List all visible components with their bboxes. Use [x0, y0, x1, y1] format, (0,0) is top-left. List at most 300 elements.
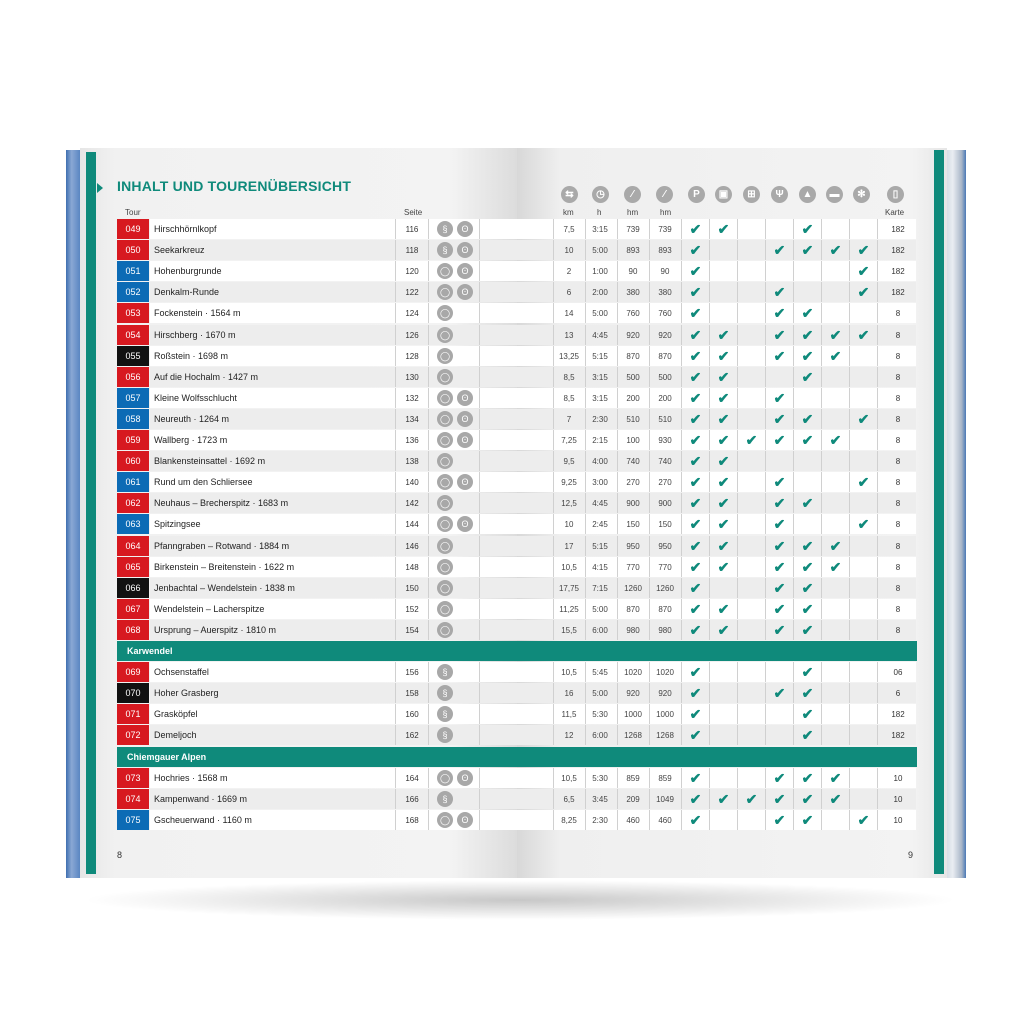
table-row-continued — [517, 409, 917, 430]
column-divider — [617, 367, 618, 387]
header-karte: Karte — [885, 208, 905, 217]
column-divider — [617, 472, 618, 492]
page-reference: 134 — [395, 409, 429, 429]
column-divider — [553, 620, 554, 640]
circle-icon: ◯ — [437, 580, 453, 596]
column-divider — [617, 683, 618, 703]
column-divider — [479, 704, 480, 724]
table-row — [117, 557, 517, 578]
bear-icon: ʘ — [457, 516, 473, 532]
map-reference: 8 — [895, 393, 901, 403]
column-divider — [585, 599, 586, 619]
column-divider — [649, 578, 650, 598]
hut-icon: ▲ — [799, 186, 816, 203]
column-divider — [821, 219, 822, 239]
check-icon: ✔ — [773, 304, 786, 321]
column-divider — [585, 557, 586, 577]
check-icon: ✔ — [689, 790, 702, 807]
page-reference: 150 — [395, 578, 429, 598]
parking-icon: P — [688, 186, 705, 203]
column-divider — [479, 557, 480, 577]
column-divider — [821, 472, 822, 492]
bear-icon: ʘ — [457, 390, 473, 406]
tour-name: Wallberg · 1723 m — [154, 435, 228, 445]
check-icon: ✔ — [717, 537, 730, 554]
check-icon: ✔ — [717, 452, 730, 469]
column-divider — [737, 662, 738, 682]
column-divider — [649, 620, 650, 640]
table-row-continued — [517, 240, 917, 261]
bear-icon: ʘ — [457, 770, 473, 786]
value-h: 3:45 — [592, 794, 608, 804]
check-icon: ✔ — [689, 220, 702, 237]
column-divider — [479, 430, 480, 450]
page-reference: 130 — [395, 367, 429, 387]
header-hm-up: hm — [627, 208, 639, 217]
check-icon: ✔ — [689, 494, 702, 511]
column-divider — [553, 578, 554, 598]
check-icon: ✔ — [773, 684, 786, 701]
bear-icon: ʘ — [457, 474, 473, 490]
column-divider — [617, 430, 618, 450]
column-divider — [737, 704, 738, 724]
value-h: 5:15 — [592, 541, 608, 551]
column-divider — [877, 599, 878, 619]
value-km: 15,5 — [561, 625, 577, 635]
column-divider — [553, 725, 554, 745]
column-divider — [479, 451, 480, 471]
column-divider — [649, 472, 650, 492]
column-divider — [585, 451, 586, 471]
column-divider — [877, 451, 878, 471]
column-divider — [649, 789, 650, 809]
check-icon: ✔ — [717, 790, 730, 807]
page-title: INHALT UND TOURENÜBERSICHT — [117, 178, 352, 194]
check-icon: ✔ — [829, 558, 842, 575]
column-divider — [553, 493, 554, 513]
value-km: 8,25 — [561, 815, 577, 825]
check-icon: ✔ — [717, 494, 730, 511]
column-divider — [849, 599, 850, 619]
column-divider — [793, 388, 794, 408]
value-h: 5:30 — [592, 773, 608, 783]
table-row-continued — [517, 599, 917, 620]
tour-number-badge: 058 — [117, 409, 149, 429]
value-hm-down: 739 — [658, 224, 672, 234]
check-icon: ✔ — [689, 600, 702, 617]
table-row — [117, 303, 517, 324]
table-row — [117, 240, 517, 261]
page-reference: 144 — [395, 514, 429, 534]
column-divider — [553, 557, 554, 577]
map-reference: 8 — [895, 498, 901, 508]
column-divider — [709, 578, 710, 598]
column-divider — [585, 578, 586, 598]
column-divider — [877, 704, 878, 724]
book-shadow — [80, 880, 960, 920]
column-divider — [553, 303, 554, 323]
column-divider — [479, 768, 480, 788]
value-hm-down: 893 — [658, 245, 672, 255]
circle-icon: ◯ — [437, 559, 453, 575]
column-divider — [585, 704, 586, 724]
check-icon: ✔ — [689, 241, 702, 258]
column-divider — [821, 599, 822, 619]
column-divider — [553, 683, 554, 703]
value-km: 10,5 — [561, 773, 577, 783]
check-icon: ✔ — [829, 790, 842, 807]
section-header — [117, 641, 517, 661]
check-icon: ✔ — [689, 537, 702, 554]
value-hm-down: 90 — [660, 266, 670, 276]
value-hm-up: 893 — [626, 245, 640, 255]
bear-icon: ʘ — [457, 411, 473, 427]
check-icon: ✔ — [689, 410, 702, 427]
value-hm-up: 770 — [626, 562, 640, 572]
column-divider — [765, 261, 766, 281]
check-icon: ✔ — [689, 452, 702, 469]
left-teal-stripe — [86, 152, 96, 874]
column-divider — [617, 725, 618, 745]
value-km: 10,5 — [561, 667, 577, 677]
column-divider — [709, 662, 710, 682]
map-reference: 182 — [891, 224, 905, 234]
value-km: 11,25 — [559, 604, 579, 614]
table-row — [117, 810, 517, 831]
check-icon: ✔ — [773, 600, 786, 617]
check-icon: ✔ — [745, 790, 758, 807]
column-divider — [849, 346, 850, 366]
check-icon: ✔ — [689, 326, 702, 343]
column-divider — [821, 367, 822, 387]
check-icon: ✔ — [801, 368, 814, 385]
check-icon: ✔ — [801, 326, 814, 343]
value-km: 12 — [564, 730, 574, 740]
cable-car-icon: ⊞ — [743, 186, 760, 203]
column-divider — [877, 430, 878, 450]
column-divider — [553, 346, 554, 366]
circle-icon: ◯ — [437, 284, 453, 300]
circle-icon: ◯ — [437, 348, 453, 364]
column-divider — [553, 810, 554, 830]
tour-name: Wendelstein – Lacherspitze — [154, 604, 265, 614]
value-h: 4:45 — [592, 498, 608, 508]
column-divider — [649, 683, 650, 703]
column-divider — [821, 620, 822, 640]
check-icon: ✔ — [857, 241, 870, 258]
column-divider — [849, 620, 850, 640]
map-reference: 06 — [893, 667, 903, 677]
column-divider — [553, 240, 554, 260]
column-divider — [737, 599, 738, 619]
column-divider — [617, 768, 618, 788]
check-icon: ✔ — [857, 515, 870, 532]
value-hm-up: 510 — [626, 414, 640, 424]
header-km: km — [563, 208, 574, 217]
value-hm-up: 740 — [626, 456, 640, 466]
column-divider — [765, 451, 766, 471]
check-icon: ✔ — [773, 283, 786, 300]
value-hm-down: 930 — [658, 435, 672, 445]
column-divider — [617, 704, 618, 724]
column-divider — [585, 409, 586, 429]
value-h: 6:00 — [592, 730, 608, 740]
tour-number-badge: 067 — [117, 599, 149, 619]
column-divider — [649, 219, 650, 239]
column-divider — [709, 282, 710, 302]
map-reference: 10 — [893, 773, 903, 783]
column-divider — [821, 409, 822, 429]
value-hm-up: 380 — [626, 287, 640, 297]
column-divider — [553, 325, 554, 345]
tour-name: Blankensteinsattel · 1692 m — [154, 456, 266, 466]
value-hm-up: 270 — [626, 477, 640, 487]
column-divider — [479, 261, 480, 281]
check-icon: ✔ — [773, 494, 786, 511]
column-divider — [877, 388, 878, 408]
table-row-continued — [517, 578, 917, 599]
value-hm-up: 1260 — [624, 583, 642, 593]
column-divider — [877, 409, 878, 429]
circle-icon: ◯ — [437, 327, 453, 343]
map-reference: 182 — [891, 730, 905, 740]
column-divider — [849, 768, 850, 788]
column-divider — [737, 388, 738, 408]
column-divider — [737, 303, 738, 323]
tour-name: Demeljoch — [154, 730, 197, 740]
tour-number-badge: 062 — [117, 493, 149, 513]
value-km: 8,5 — [563, 372, 575, 382]
column-divider — [709, 704, 710, 724]
column-divider — [553, 472, 554, 492]
column-divider — [553, 261, 554, 281]
column-divider — [877, 325, 878, 345]
value-hm-down: 510 — [658, 414, 672, 424]
table-row-continued — [517, 282, 917, 303]
tour-number-badge: 065 — [117, 557, 149, 577]
check-icon: ✔ — [801, 347, 814, 364]
value-hm-up: 920 — [626, 330, 640, 340]
page-reference: 152 — [395, 599, 429, 619]
value-hm-down: 980 — [658, 625, 672, 635]
tour-name: Spitzingsee — [154, 519, 201, 529]
tour-number-badge: 052 — [117, 282, 149, 302]
bus-icon: ▣ — [715, 186, 732, 203]
column-divider — [553, 768, 554, 788]
header-tour: Tour — [125, 208, 141, 217]
column-divider — [709, 240, 710, 260]
tour-name: Kampenwand · 1669 m — [154, 794, 248, 804]
table-row — [117, 472, 517, 493]
table-row-continued — [517, 430, 917, 451]
map-reference: 182 — [891, 709, 905, 719]
page-reference: 160 — [395, 704, 429, 724]
check-icon: ✔ — [801, 558, 814, 575]
column-divider — [585, 240, 586, 260]
column-divider — [877, 367, 878, 387]
column-divider — [649, 768, 650, 788]
column-divider — [617, 810, 618, 830]
value-km: 17 — [564, 541, 574, 551]
column-divider — [877, 240, 878, 260]
value-km: 7 — [566, 414, 572, 424]
value-km: 11,5 — [561, 709, 577, 719]
column-divider — [479, 346, 480, 366]
value-h: 3:15 — [592, 393, 608, 403]
tour-number-badge: 053 — [117, 303, 149, 323]
check-icon: ✔ — [773, 811, 786, 828]
value-hm-down: 270 — [658, 477, 672, 487]
table-row — [117, 599, 517, 620]
column-divider — [821, 451, 822, 471]
column-divider — [479, 683, 480, 703]
column-divider — [849, 219, 850, 239]
page-reference: 138 — [395, 451, 429, 471]
value-km: 13,25 — [558, 351, 580, 361]
check-icon: ✔ — [717, 410, 730, 427]
column-divider — [737, 578, 738, 598]
spiral-icon: § — [437, 727, 453, 743]
value-h: 2:45 — [592, 519, 608, 529]
circle-icon: ◯ — [437, 411, 453, 427]
check-icon: ✔ — [689, 558, 702, 575]
map-icon: ▯ — [887, 186, 904, 203]
check-icon: ✔ — [773, 347, 786, 364]
map-reference: 8 — [895, 541, 901, 551]
column-divider — [877, 346, 878, 366]
column-divider — [877, 683, 878, 703]
check-icon: ✔ — [689, 811, 702, 828]
column-divider — [737, 219, 738, 239]
column-divider — [649, 493, 650, 513]
page-reference: 166 — [395, 789, 429, 809]
column-divider — [649, 282, 650, 302]
map-reference: 8 — [895, 435, 901, 445]
column-divider — [585, 810, 586, 830]
circle-icon: ◯ — [437, 369, 453, 385]
bear-icon: ʘ — [457, 432, 473, 448]
value-km: 10 — [564, 245, 574, 255]
column-divider — [617, 409, 618, 429]
table-row — [117, 367, 517, 388]
bear-icon: ʘ — [457, 812, 473, 828]
check-icon: ✔ — [801, 220, 814, 237]
circle-icon: ◯ — [437, 453, 453, 469]
circle-icon: ◯ — [437, 432, 453, 448]
tour-name: Roßstein · 1698 m — [154, 351, 229, 361]
tour-number-badge: 070 — [117, 683, 149, 703]
check-icon: ✔ — [801, 241, 814, 258]
column-divider — [617, 557, 618, 577]
book-edge-left — [66, 150, 80, 878]
column-divider — [765, 367, 766, 387]
check-icon: ✔ — [689, 347, 702, 364]
page-reference: 140 — [395, 472, 429, 492]
check-icon: ✔ — [717, 621, 730, 638]
tour-name: Denkalm-Runde — [154, 287, 220, 297]
check-icon: ✔ — [773, 515, 786, 532]
check-icon: ✔ — [773, 790, 786, 807]
column-divider — [877, 620, 878, 640]
value-hm-down: 900 — [658, 498, 672, 508]
check-icon: ✔ — [773, 558, 786, 575]
column-divider — [765, 704, 766, 724]
column-divider — [849, 303, 850, 323]
column-divider — [649, 536, 650, 556]
column-divider — [479, 388, 480, 408]
page-reference: 168 — [395, 810, 429, 830]
value-hm-up: 870 — [626, 604, 640, 614]
column-divider — [617, 599, 618, 619]
column-divider — [617, 261, 618, 281]
value-h: 5:30 — [592, 709, 608, 719]
page-reference: 146 — [395, 536, 429, 556]
column-divider — [553, 514, 554, 534]
descent-icon: ⁄ — [656, 186, 673, 203]
column-divider — [553, 704, 554, 724]
check-icon: ✔ — [801, 579, 814, 596]
check-icon: ✔ — [717, 600, 730, 617]
check-icon: ✔ — [829, 326, 842, 343]
column-divider — [649, 599, 650, 619]
page-reference: 154 — [395, 620, 429, 640]
check-icon: ✔ — [829, 537, 842, 554]
column-divider — [617, 536, 618, 556]
column-divider — [553, 367, 554, 387]
column-divider — [765, 725, 766, 745]
table-row-continued — [517, 725, 917, 746]
check-icon: ✔ — [801, 494, 814, 511]
column-divider — [737, 240, 738, 260]
value-hm-up: 90 — [628, 266, 638, 276]
column-divider — [649, 367, 650, 387]
train-icon: ▬ — [826, 186, 843, 203]
column-divider — [709, 768, 710, 788]
value-hm-down: 150 — [658, 519, 672, 529]
check-icon: ✔ — [773, 537, 786, 554]
bear-icon: ʘ — [457, 221, 473, 237]
column-divider — [553, 789, 554, 809]
table-row-continued — [517, 536, 917, 557]
value-hm-down: 1000 — [656, 709, 674, 719]
spiral-icon: § — [437, 685, 453, 701]
check-icon: ✔ — [801, 811, 814, 828]
table-row-continued — [517, 367, 917, 388]
tour-name: Hirschhörnlkopf — [154, 224, 217, 234]
column-divider — [553, 451, 554, 471]
page-reference: 118 — [395, 240, 429, 260]
value-h: 3:15 — [592, 372, 608, 382]
circle-icon: ◯ — [437, 390, 453, 406]
value-km: 2 — [566, 266, 572, 276]
column-divider — [585, 683, 586, 703]
table-row-continued — [517, 789, 917, 810]
page-reference: 136 — [395, 430, 429, 450]
bear-icon: ʘ — [457, 263, 473, 279]
bear-icon: ʘ — [457, 242, 473, 258]
table-row — [117, 219, 517, 240]
tour-name: Ursprung – Auerspitz · 1810 m — [154, 625, 277, 635]
spiral-icon: § — [437, 221, 453, 237]
column-divider — [737, 346, 738, 366]
column-divider — [585, 493, 586, 513]
bear-icon: ʘ — [457, 284, 473, 300]
column-divider — [617, 493, 618, 513]
tour-number-badge: 071 — [117, 704, 149, 724]
column-divider — [585, 261, 586, 281]
table-row — [117, 536, 517, 557]
table-row — [117, 451, 517, 472]
